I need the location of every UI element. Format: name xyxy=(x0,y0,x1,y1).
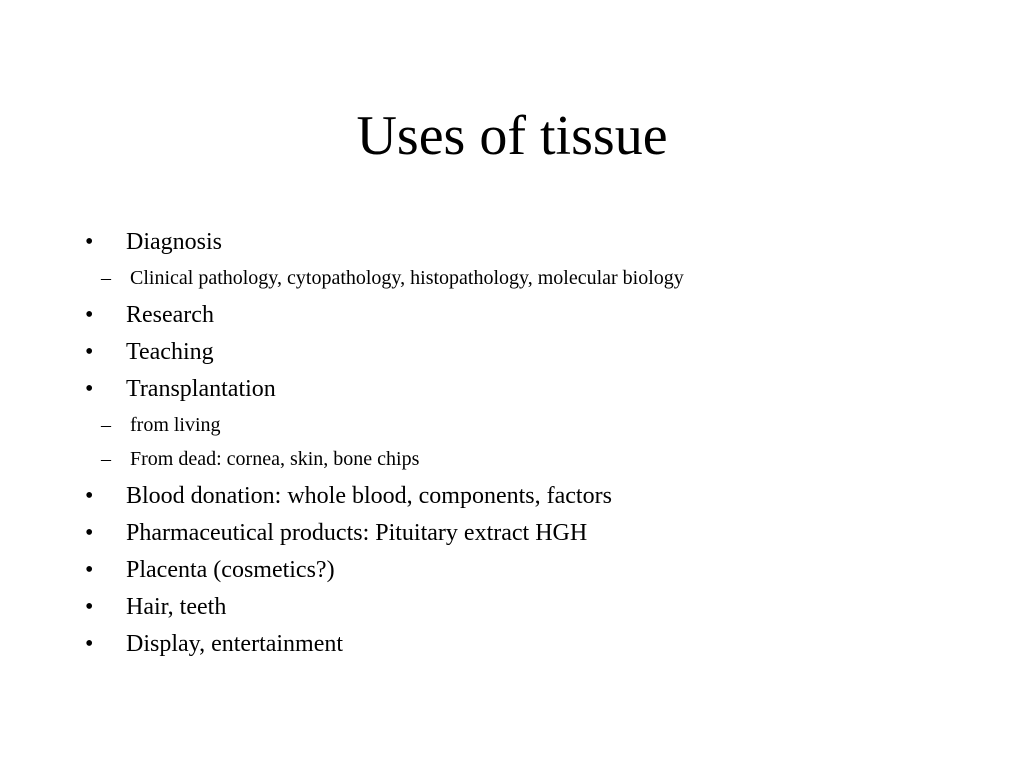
bullet-marker: • xyxy=(85,631,94,657)
sub-bullet-list xyxy=(85,408,985,476)
sub-bullet-marker: – xyxy=(101,267,111,289)
bullet-text: Diagnosis xyxy=(126,229,222,255)
bullet-item xyxy=(85,371,985,408)
slide-title: Uses of tissue xyxy=(356,105,668,167)
sub-bullet-item xyxy=(85,408,985,442)
bullet-marker: • xyxy=(85,557,94,583)
bullet-text: Hair, teeth xyxy=(126,594,227,620)
bullet-marker: • xyxy=(85,594,94,620)
bullet-item xyxy=(85,515,985,552)
sub-bullet-marker: – xyxy=(101,448,111,470)
sub-bullet-list xyxy=(85,261,985,295)
bullet-marker: • xyxy=(85,229,94,255)
sub-bullet-text: Clinical pathology, cytopathology, histopathology, molecular biology xyxy=(130,267,684,289)
bullet-text: Display, entertainment xyxy=(126,631,344,657)
bullet-marker: • xyxy=(85,520,94,546)
bullet-marker: • xyxy=(85,302,94,328)
bullet-marker: • xyxy=(85,483,94,509)
sub-bullet-item xyxy=(85,442,985,476)
bullet-item xyxy=(85,478,985,515)
bullet-marker: • xyxy=(85,339,94,365)
bullet-text: Teaching xyxy=(126,339,214,365)
sub-bullet-text: From dead: cornea, skin, bone chips xyxy=(130,448,420,470)
bullet-list xyxy=(85,224,985,663)
bullet-marker: • xyxy=(85,376,94,402)
bullet-item xyxy=(85,626,985,663)
bullet-text: Blood donation: whole blood, components, factors xyxy=(126,483,612,509)
bullet-item xyxy=(85,297,985,334)
bullet-item xyxy=(85,589,985,626)
bullet-text: Research xyxy=(126,302,214,328)
bullet-text: Pharmaceutical products: Pituitary extract HGH xyxy=(126,520,588,546)
sub-bullet-text: from living xyxy=(130,414,221,436)
bullet-text: Transplantation xyxy=(126,376,276,402)
sub-bullet-marker: – xyxy=(101,414,111,436)
bullet-item xyxy=(85,334,985,371)
sub-bullet-item xyxy=(85,261,985,295)
bullet-item xyxy=(85,552,985,589)
bullet-item xyxy=(85,224,985,261)
bullet-text: Placenta (cosmetics?) xyxy=(126,557,335,583)
